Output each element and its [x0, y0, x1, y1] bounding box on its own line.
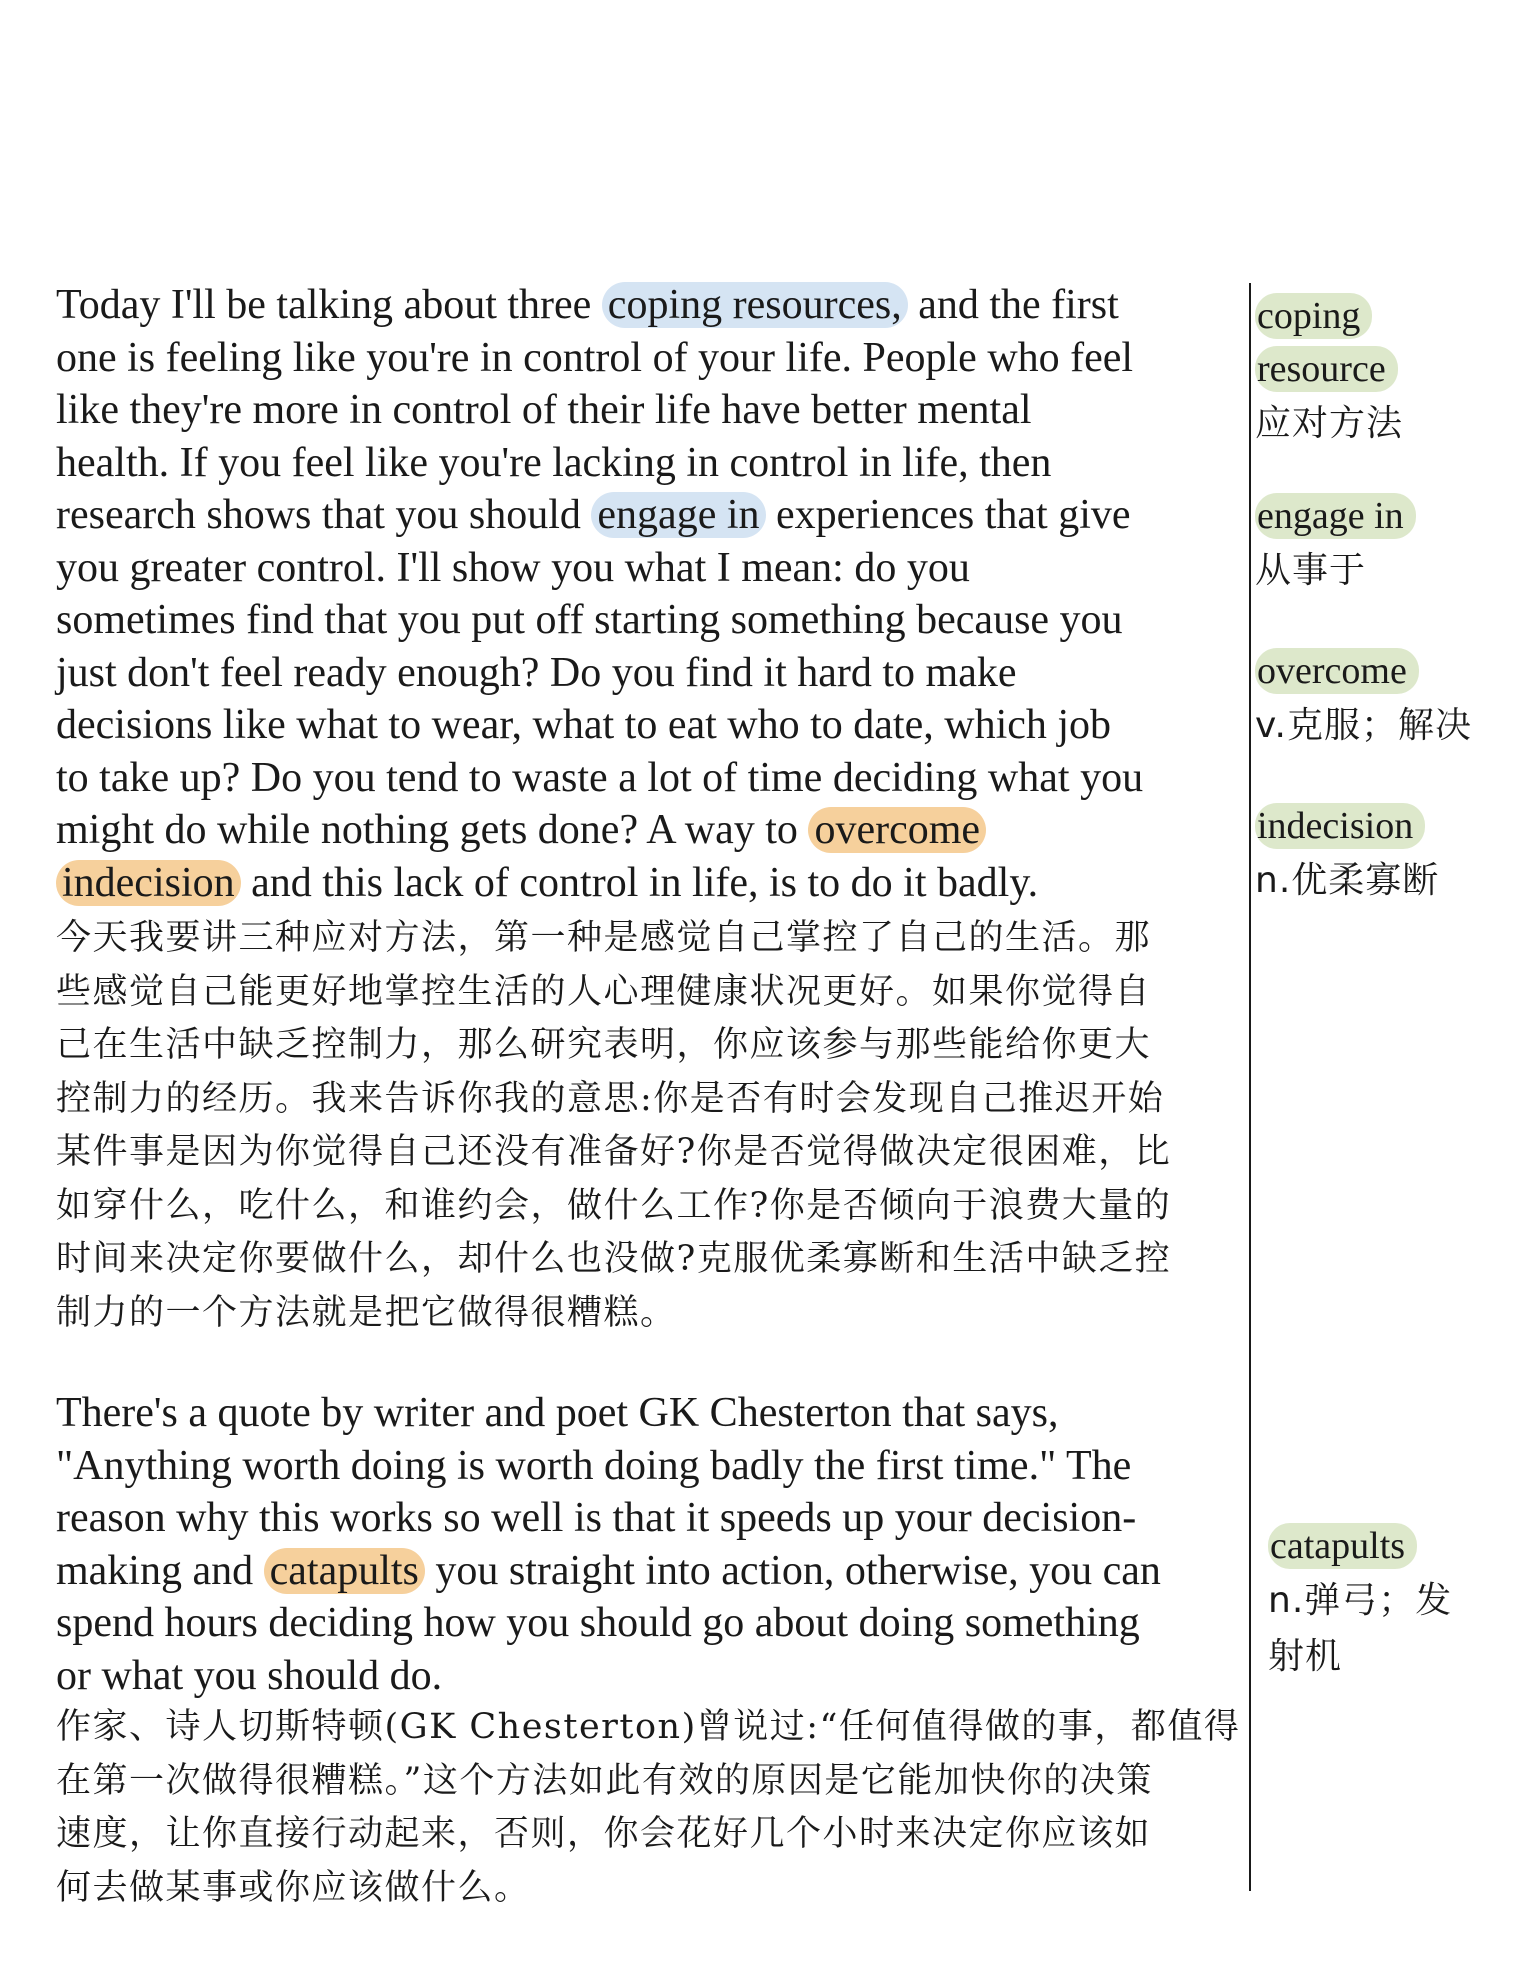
- text-line: 作家、诗人切斯特顿(GK Chesterton)曾说过:“任何值得做的事，都值得: [56, 1707, 1241, 1747]
- highlight-indecision: indecision: [56, 860, 241, 906]
- text-line: indecision and this lack of control in life, is to do it badly.: [56, 857, 1246, 910]
- paragraph-1-chinese: [56, 912, 1246, 1340]
- glossary-term: engage in: [1255, 493, 1416, 539]
- text-line: 何去做某事或你应该做什么。: [56, 1867, 531, 1908]
- text-line: 时间来决定你要做什么，却什么也没做?克服优柔寡断和生活中缺乏控: [56, 1239, 1172, 1279]
- paragraph-2-english: [56, 1387, 1246, 1702]
- text-line: spend hours deciding how you should go about doing something: [56, 1600, 1140, 1646]
- paragraph-1-english: [56, 279, 1246, 909]
- text-line: 某件事是因为你觉得自己还没有准备好?你是否觉得做决定很困难，比: [56, 1132, 1172, 1172]
- text-line: There's a quote by writer and poet GK Chesterton that says,: [56, 1390, 1059, 1436]
- glossary-entry-engage-in: [1255, 490, 1416, 599]
- highlight-catapults: catapults: [264, 1548, 425, 1594]
- glossary-definition: 从事于: [1255, 550, 1367, 591]
- glossary-entry-overcome: [1255, 645, 1472, 754]
- glossary-definition: 应对方法: [1255, 403, 1404, 444]
- glossary-entry-catapults: [1268, 1520, 1483, 1685]
- text-line: one is feeling like you're in control of your life. People who feel: [56, 334, 1134, 381]
- text-line: 如穿什么，吃什么，和谁约会，做什么工作?你是否倾向于浪费大量的: [56, 1185, 1172, 1226]
- glossary-term: resource: [1255, 346, 1398, 392]
- highlight-engage-in: engage in: [591, 492, 765, 538]
- text-line: just don't feel ready enough? Do you find it hard to make: [56, 649, 1017, 696]
- text-line: 今天我要讲三种应对方法，第一种是感觉自己掌控了自己的生活。那: [56, 918, 1152, 958]
- text-line: 制力的一个方法就是把它做得很糟糕。: [56, 1292, 677, 1333]
- text-line: Today I'll be talking about three coping resources, and the first: [56, 282, 1119, 328]
- glossary-term: coping: [1255, 293, 1372, 339]
- text-line: sometimes find that you put off starting something because you: [56, 597, 1123, 643]
- glossary-divider: [1249, 283, 1251, 1891]
- glossary-entry-indecision: [1255, 800, 1439, 909]
- text-line: to take up? Do you tend to waste a lot of time deciding what you: [56, 754, 1144, 801]
- glossary-definition: n.弹弓；发射机: [1268, 1580, 1453, 1677]
- text-line: you greater control. I'll show you what I mean: do you: [56, 544, 970, 591]
- text-line: making and catapults you straight into action, otherwise, you can: [56, 1547, 1161, 1594]
- text-line: 些感觉自己能更好地掌控生活的人心理健康状况更好。如果你觉得自: [56, 971, 1152, 1012]
- text-line: research shows that you should engage in experiences that give: [56, 492, 1131, 538]
- glossary-term: catapults: [1268, 1523, 1417, 1569]
- highlight-coping-resources: coping resources,: [602, 282, 908, 328]
- text-line: 己在生活中缺乏控制力，那么研究表明，你应该参与那些能给你更大: [56, 1025, 1152, 1065]
- text-line: like they're more in control of their life have better mental: [56, 387, 1032, 433]
- text-line: 速度，让你直接行动起来，否则，你会花好几个小时来决定你应该如: [56, 1814, 1152, 1854]
- glossary-entry-coping-resource: [1255, 290, 1403, 452]
- text-line: decisions like what to wear, what to eat who to date, which job: [56, 702, 1112, 748]
- text-line: "Anything worth doing is worth doing badly the first time." The: [56, 1442, 1132, 1489]
- text-line: health. If you feel like you're lacking in control in life, then: [56, 439, 1052, 486]
- text-line: might do while nothing gets done? A way to overcome: [56, 804, 1246, 857]
- text-line: 在第一次做得很糟糕。”这个方法如此有效的原因是它能加快你的决策: [56, 1760, 1153, 1801]
- text-line: or what you should do.: [56, 1652, 443, 1699]
- glossary-definition: n.优柔寡断: [1255, 860, 1440, 901]
- text-line: 控制力的经历。我来告诉你我的意思:你是否有时会发现自己推迟开始: [56, 1078, 1165, 1119]
- paragraph-2-chinese: [56, 1701, 1246, 1915]
- glossary-term: overcome: [1255, 648, 1419, 694]
- glossary-definition: v.克服；解决: [1255, 705, 1472, 746]
- highlight-overcome: overcome: [808, 807, 986, 853]
- text-line: reason why this works so well is that it speeds up your decision-: [56, 1495, 1137, 1541]
- glossary-term: indecision: [1255, 803, 1425, 849]
